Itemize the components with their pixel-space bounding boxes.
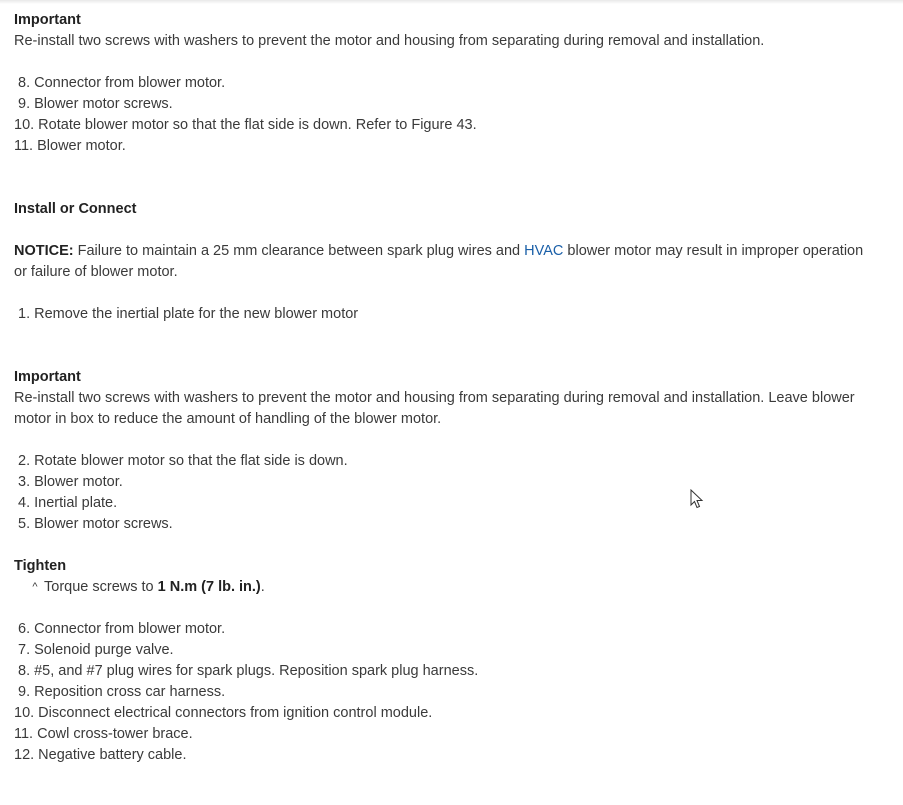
mouse-cursor-icon (690, 489, 704, 509)
top-shadow (0, 0, 903, 4)
list-item: 4. Inertial plate. (18, 495, 118, 511)
list-item: 11. Blower motor. (14, 138, 126, 154)
list-item: 8. Connector from blower motor. (18, 75, 226, 91)
list-item: 11. Cowl cross-tower brace. (14, 726, 193, 742)
important-text: Re-install two screws with washers to prevent the motor and housing from separating during removal and installation. Leave blower motor in box to reduce the amount of handling of the blower motor. (14, 390, 855, 427)
list-item: 3. Blower motor. (18, 474, 123, 490)
notice-post: blower motor may result in improper operation or failure of blower motor. (14, 243, 864, 280)
notice-text (14, 241, 874, 283)
list-item: 9. Reposition cross car harness. (18, 684, 226, 700)
list-item: 12. Negative battery cable. (14, 747, 187, 763)
list-item: 6. Connector from blower motor. (18, 621, 226, 637)
torque-pre: Torque screws to (44, 579, 158, 595)
tighten-heading: Tighten (14, 558, 67, 574)
notice-label: NOTICE: (14, 243, 74, 259)
list-item: 10. Rotate blower motor so that the flat side is down. Refer to Figure 43. (14, 117, 477, 133)
document-body (14, 10, 889, 766)
list-item: 7. Solenoid purge valve. (18, 642, 174, 658)
torque-spec (14, 577, 889, 598)
torque-value: 1 N.m (7 lb. in.) (157, 579, 261, 595)
install-heading: Install or Connect (14, 201, 137, 217)
list-item: 1. Remove the inertial plate for the new blower motor (18, 306, 359, 322)
list-item: 9. Blower motor screws. (18, 96, 173, 112)
list-item: 10. Disconnect electrical connectors from ignition control module. (14, 705, 433, 721)
torque-post: . (260, 579, 265, 595)
list-item: 2. Rotate blower motor so that the flat side is down. (18, 453, 348, 469)
important-text: Re-install two screws with washers to prevent the motor and housing from separating during removal and installation. (14, 33, 765, 49)
important-heading: Important (14, 12, 81, 28)
hvac-link[interactable]: HVAC (524, 243, 564, 259)
notice-pre: Failure to maintain a 25 mm clearance between spark plug wires and (73, 243, 525, 259)
list-item: 5. Blower motor screws. (18, 516, 173, 532)
list-item: 8. #5, and #7 plug wires for spark plugs. Reposition spark plug harness. (18, 663, 479, 679)
caret-icon: ^ (32, 581, 38, 593)
important-heading: Important (14, 369, 81, 385)
